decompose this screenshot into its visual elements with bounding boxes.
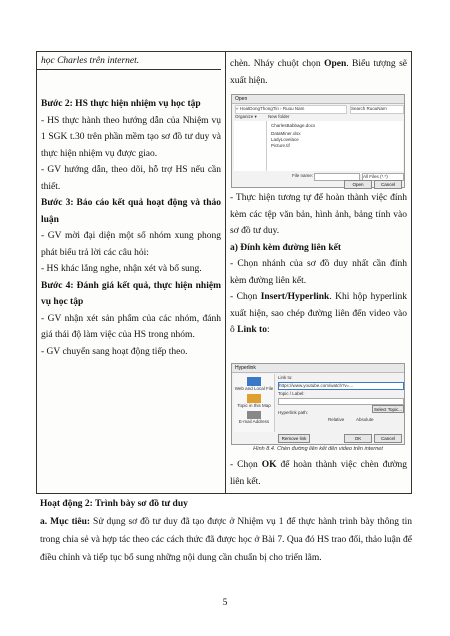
insert-hyperlink-keyword: Insert/Hyperlink — [260, 292, 330, 302]
content-table — [36, 51, 412, 494]
open-dialog-title: Open — [232, 95, 404, 104]
file-type-select: All Files (*.*) — [362, 173, 404, 181]
step2-title: Bước 2: HS thực hiện nhiệm vụ học tập — [41, 99, 201, 109]
activity-2-section — [40, 495, 412, 567]
right-column-middle — [230, 190, 407, 339]
step3-paragraph-1: - GV mời đại diện một số nhóm xung phong phát biểu trả lời các câu hỏi: — [41, 231, 221, 258]
text-span: - Chọn — [230, 460, 262, 470]
goal-label: a. Mục tiêu: — [40, 517, 91, 527]
right-paragraph-4 — [230, 289, 407, 339]
file-item: LadyLovelace — [271, 137, 299, 142]
link-to-keyword: Link to — [237, 325, 267, 335]
cancel-button: Cancel — [374, 180, 402, 189]
step4-title: Bước 4: Đánh giá kết quả, thực hiện nhiệm vụ học tập — [41, 280, 221, 307]
column-divider — [225, 52, 226, 493]
open-dialog-nav-pane — [234, 121, 267, 171]
activity-2-goal — [40, 513, 412, 567]
goal-text: Sử dụng sơ đồ tư duy đã tạo được ở Nhiệm vụ 1 để thực hành trình bày thông tin trong chia sẻ và hợp tác theo các cách thức đã được học ở Bài 7. Qua đó HS trao đổi, thảo luận để điều chỉnh và tiếp tục bổ sung những nội dung cần chuẩn bị cho triển lãm. — [40, 517, 412, 563]
step2-paragraph-2: - GV hướng dẫn, theo dõi, hỗ trợ HS nếu cần thiết. — [41, 165, 221, 192]
step4-paragraph-1: - GV nhận xét sản phẩm của các nhóm, đánh giá thái độ làm việc của HS trong nhóm. — [41, 313, 221, 340]
left-column — [41, 96, 221, 360]
hyperlink-dialog — [231, 363, 405, 445]
step4-paragraph-2: - GV chuyển sang hoạt động tiếp theo. — [41, 346, 188, 357]
figure-caption: Hình 8.4. Chèn đường liên kết đến video trên internet — [253, 446, 383, 452]
right-paragraph-5 — [230, 457, 407, 490]
open-file-dialog — [231, 94, 405, 188]
open-button: Open — [344, 180, 372, 189]
ok-keyword: OK — [261, 460, 277, 470]
hyperlink-type-pane — [234, 374, 275, 432]
topic-field — [278, 398, 404, 405]
right-column-bottom — [230, 457, 407, 490]
link-to-label: Link to: — [278, 375, 293, 380]
file-item: Picture.tif — [271, 143, 290, 148]
absolute-option: Absolute — [356, 417, 374, 422]
step2-paragraph-1: - HS thực hành theo hướng dẫn của Nhiệm vụ 1 SGK t.30 trên phần mềm tạo sơ đồ tư duy và thực hiện nhiệm vụ được giao. — [41, 115, 221, 159]
hyperlink-dialog-title: Hyperlink — [232, 364, 404, 373]
file-item: DataMiner.xlsx — [271, 131, 301, 136]
page-number: 5 — [222, 598, 228, 608]
text-span: để hoàn thành việc chèn đường liên kết. — [230, 460, 407, 487]
organize-menu: Organize ▾ — [235, 114, 257, 119]
remove-link-button: Remove link — [278, 434, 310, 443]
link-type-web: Web and Local File — [234, 386, 274, 391]
link-type-topic: Topic in this Map — [237, 403, 271, 408]
select-topic-button: Select Topic... — [372, 405, 404, 413]
relative-option: Relative — [328, 417, 345, 422]
text-span: - Chọn — [230, 292, 261, 302]
web-file-icon — [247, 377, 261, 386]
text-span: . Khi hộp hyperlink xuất hiện, sao chép đường liên đến video vào ô — [230, 292, 407, 335]
text-span: : — [266, 325, 270, 335]
hyperlink-path-label: Hyperlink path: — [278, 410, 309, 415]
text-span: chèn. Nháy chuột chọn — [230, 59, 325, 69]
file-item: CharlesBabbage.docx — [271, 123, 316, 128]
right-paragraph-3: - Chọn nhánh của sơ đồ duy nhất cần đính kèm đường liên kết. — [230, 259, 407, 286]
right-paragraph-2: - Thực hiện tương tự để hoàn thành việc đính kèm các tệp văn bản, hình ảnh, bảng tính vào sơ đồ tư duy. — [230, 193, 407, 236]
right-column — [230, 56, 407, 89]
link-type-email: E-mail Address — [238, 419, 270, 424]
open-dialog-file-list — [267, 121, 403, 171]
topic-label: Topic / Label: — [278, 391, 305, 396]
left-top-italic-cell: học Charles trên internet. — [37, 52, 221, 70]
file-name-label: File name: — [292, 173, 314, 178]
activity-2-title: Hoạt động 2: Trình bày sơ đồ tư duy — [40, 499, 188, 509]
email-icon — [247, 411, 261, 419]
link-to-field: https://www.youtube.com/watch?v=... — [278, 382, 404, 390]
step3-paragraph-2: - HS khác lắng nghe, nhận xét và bổ sung. — [41, 264, 202, 274]
topic-icon — [247, 394, 261, 403]
text-span: . Biểu tượng sẽ xuất hiện. — [230, 59, 407, 86]
open-keyword: Open — [324, 59, 347, 69]
open-dialog-search: Search RuouNam — [350, 105, 404, 114]
ok-button: OK — [344, 434, 372, 443]
heading-attach-link: a) Đính kèm đường liên kết — [230, 242, 341, 253]
step3-title: Bước 3: Báo cáo kết quả hoạt động và thảo luận — [41, 198, 221, 225]
cancel-button: Cancel — [374, 434, 402, 443]
open-dialog-path: « HoatDongThongTin › Ruou Nam — [235, 105, 347, 114]
right-paragraph-1 — [230, 56, 407, 89]
new-folder-button: New folder — [268, 114, 290, 119]
